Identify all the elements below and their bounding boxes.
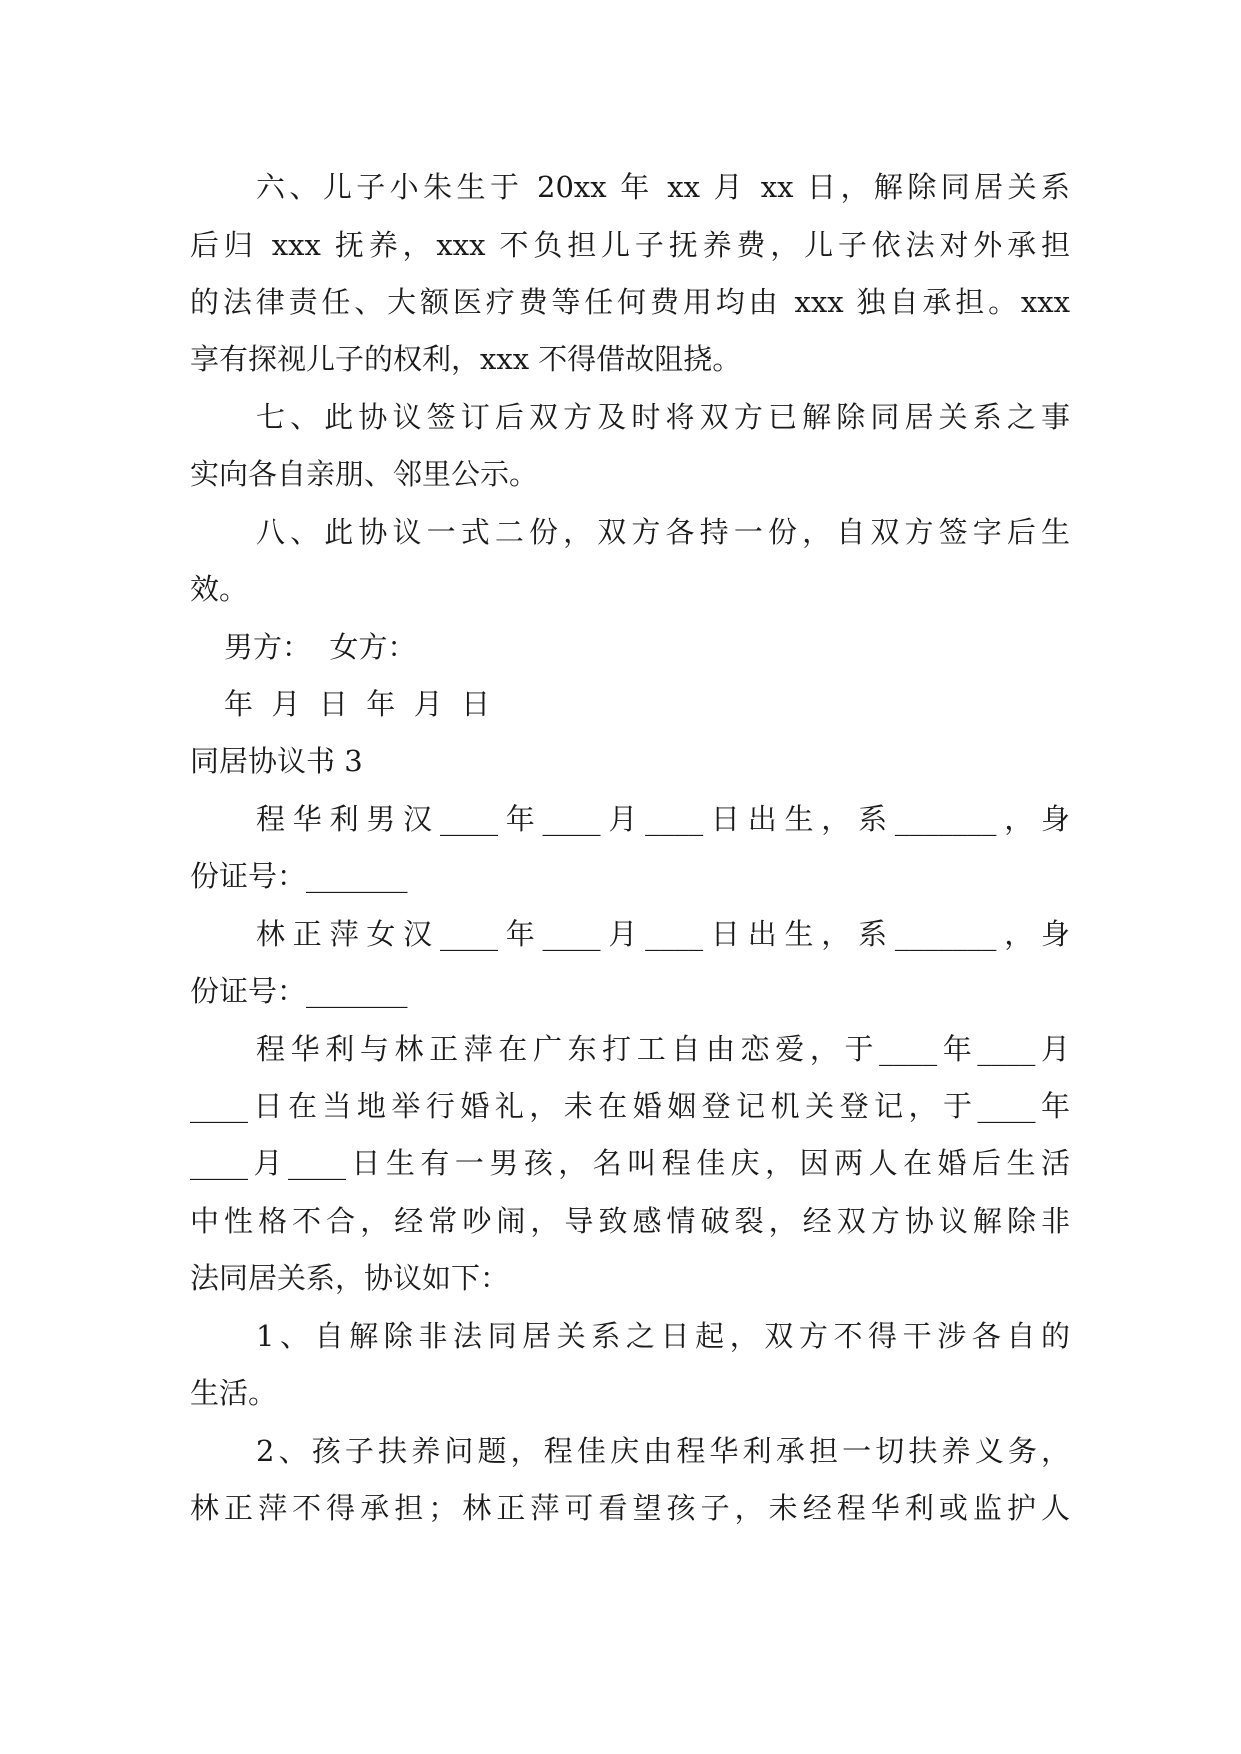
party-b-line-1: 林正萍女汉____年____月____日出生，系_______，身 xyxy=(256,917,1070,951)
party-a-line-1: 程华利男汉____年____月____日出生，系_______，身 xyxy=(256,802,1070,836)
paragraph-6-line-3: 的法律责任、大额医疗费等任何费用均由 xxx 独自承担。xxx xyxy=(190,285,1070,319)
clause-1-line-2: 生活。 xyxy=(190,1376,278,1410)
paragraph-7-line-1: 七、此协议签订后双方及时将双方已解除同居关系之事 xyxy=(256,400,1070,434)
clause-1-line-1: 1、自解除非法同居关系之日起，双方不得干涉各自的 xyxy=(256,1319,1070,1353)
paragraph-7-line-2: 实向各自亲朋、邻里公示。 xyxy=(190,457,539,491)
paragraph-6-line-2: 后归 xxx 抚养，xxx 不负担儿子抚养费，儿子依法对外承担 xyxy=(190,228,1070,262)
clause-2-line-1: 2、孩子扶养问题，程佳庆由程华利承担一切扶养义务， xyxy=(256,1434,1070,1468)
signature-line: 男方： 女方： xyxy=(224,630,417,664)
section-title: 同居协议书 3 xyxy=(190,744,363,778)
paragraph-8-line-2: 效。 xyxy=(190,572,249,606)
background-line-4: 中性格不合，经常吵闹，导致感情破裂，经双方协议解除非 xyxy=(190,1204,1070,1238)
paragraph-6-line-4: 享有探视儿子的权利，xxx 不得借故阻挠。 xyxy=(190,342,742,376)
paragraph-8-line-1: 八、此协议一式二份，双方各持一份，自双方签字后生 xyxy=(256,515,1070,549)
background-line-3: ____月____日生有一男孩，名叫程佳庆，因两人在婚后生活 xyxy=(190,1146,1070,1180)
date-line: 年 月 日 年 月 日 xyxy=(224,687,491,721)
clause-2-line-2: 林正萍不得承担；林正萍可看望孩子，未经程华利或监护人 xyxy=(190,1491,1070,1525)
paragraph-6-line-1: 六、儿子小朱生于 20xx 年 xx 月 xx 日，解除同居关系 xyxy=(256,170,1070,204)
background-line-2: ____日在当地举行婚礼，未在婚姻登记机关登记，于____年 xyxy=(190,1089,1070,1123)
background-line-1: 程华利与林正萍在广东打工自由恋爱，于____年____月 xyxy=(256,1032,1070,1066)
background-line-5: 法同居关系，协议如下： xyxy=(190,1261,510,1295)
party-a-line-2: 份证号：_______ xyxy=(190,859,408,893)
party-b-line-2: 份证号：_______ xyxy=(190,974,408,1008)
